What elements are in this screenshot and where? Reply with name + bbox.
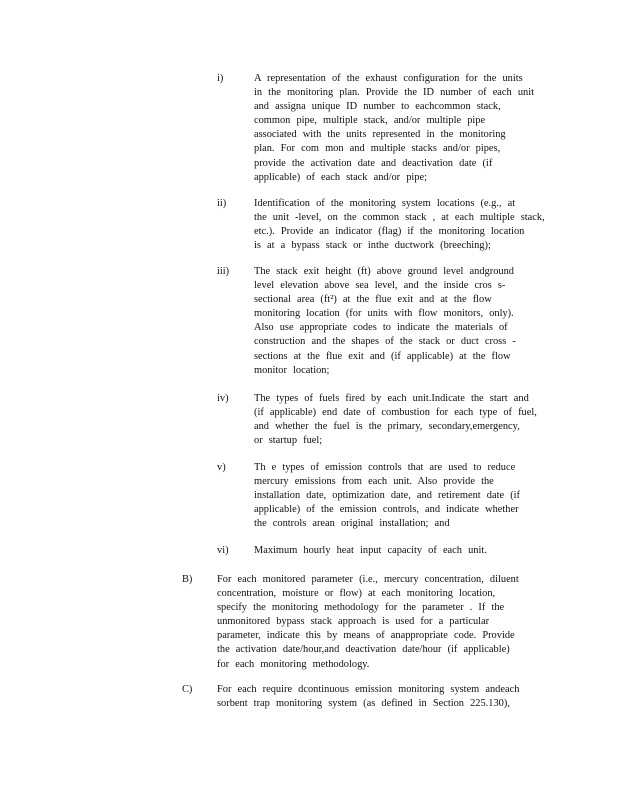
item-marker: ii)	[217, 198, 227, 209]
text-line: level elevation above sea level, and the inside cros s-	[254, 280, 506, 292]
text-line: etc.). Provide an indicator (flag) if the monitoring location	[254, 226, 525, 238]
text-line: applicable) of the emission controls, and indicate whether	[254, 504, 519, 516]
text-line: sections at the flue exit and (if applicable) at the flow	[254, 350, 511, 362]
text-line: the controls arean original installation; and	[254, 518, 450, 530]
text-line: A representation of the exhaust configuration for the units	[254, 73, 523, 84]
text-line: installation date, optimization date, and retirement date (if	[254, 490, 520, 502]
text-line: mercury emissions from each unit. Also provide the	[254, 476, 494, 488]
text-line: applicable) of each stack and/or pipe;	[254, 171, 427, 183]
text-line: plan. For com mon and multiple stacks and/or pipes,	[254, 143, 501, 155]
item-marker: B)	[182, 574, 193, 585]
item-text	[254, 72, 539, 185]
text-line: sorbent trap monitoring system (as defined in Section 225.130),	[217, 698, 510, 710]
text-line: unmonitored bypass stack approach is used for a particular	[217, 616, 490, 628]
text-line: and assigna unique ID number to eachcommon stack,	[254, 101, 501, 113]
text-line: construction and the shapes of the stack or duct cross -	[254, 336, 516, 348]
text-line: Th e types of emission controls that are used to reduce	[254, 462, 516, 473]
text-line: Identification of the monitoring system locations (e.g., at	[254, 198, 516, 209]
text-line: associated with the units represented in the monitoring	[254, 129, 506, 141]
item-text	[254, 265, 539, 378]
text-line: the unit -level, on the common stack , at each multiple stack,	[254, 212, 545, 224]
text-line: Also use appropriate codes to indicate the materials of	[254, 322, 508, 334]
text-line: For each require dcontinuous emission monitoring system andeach	[217, 684, 520, 695]
text-line: monitor location;	[254, 364, 330, 376]
text-line: the activation date/hour,and deactivation date/hour (if applicable)	[217, 644, 510, 656]
item-marker: i)	[217, 73, 224, 84]
text-line: for each monitoring methodology.	[217, 658, 370, 670]
item-text	[217, 573, 539, 672]
text-line: (if applicable) end date of combustion for each type of fuel,	[254, 407, 537, 419]
text-line: The types of fuels fired by each unit.Indicate the start and	[254, 393, 529, 404]
text-line: common pipe, multiple stack, and/or multiple pipe	[254, 115, 486, 127]
item-marker: vi)	[217, 545, 229, 556]
item-text	[254, 392, 539, 448]
text-line: in the monitoring plan. Provide the ID number of each unit	[254, 87, 534, 99]
item-marker: C)	[182, 684, 193, 695]
text-line: and whether the fuel is the primary, secondary,emergency,	[254, 421, 520, 433]
text-line: sectional area (ft²) at the flue exit and at the flow	[254, 294, 492, 306]
text-line: concentration, moisture or flow) at each monitoring location,	[217, 588, 496, 600]
text-line: is at a bypass stack or inthe ductwork (breeching);	[254, 240, 491, 252]
text-line: Maximum hourly heat input capacity of each unit.	[254, 545, 487, 556]
text-line: or startup fuel;	[254, 435, 323, 447]
item-text	[254, 544, 539, 558]
text-line: monitoring location (for units with flow monitors, only).	[254, 308, 514, 320]
item-marker: v)	[217, 462, 226, 473]
item-marker: iv)	[217, 393, 229, 404]
text-line: specify the monitoring methodology for the parameter . If the	[217, 602, 505, 614]
item-text	[217, 683, 539, 711]
text-line: The stack exit height (ft) above ground level andground	[254, 266, 514, 277]
item-text	[254, 461, 539, 531]
item-text	[254, 197, 545, 253]
text-line: parameter, indicate this by means of anappropriate code. Provide	[217, 630, 515, 642]
text-line: For each monitored parameter (i.e., mercury concentration, diluent	[217, 574, 519, 585]
item-marker: iii)	[217, 266, 230, 277]
text-line: provide the activation date and deactivation date (if	[254, 157, 493, 169]
